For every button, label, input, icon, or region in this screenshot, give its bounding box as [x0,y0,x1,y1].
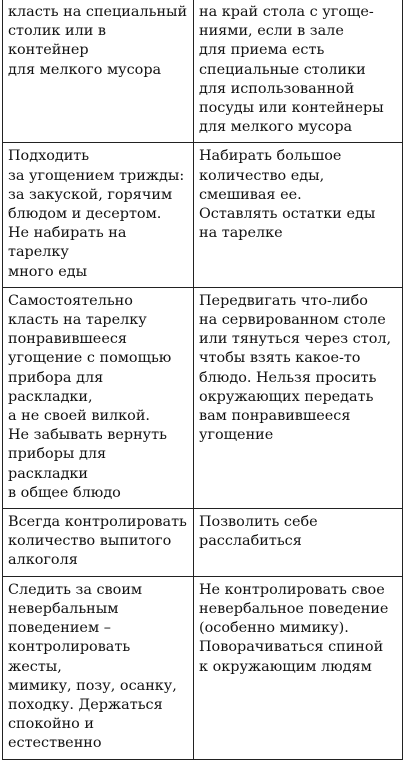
table-row [3,0,403,143]
do-cell: Подходить за угощением трижды: за закуской, горячим блюдом и десертом. Не набирать на тарелку много еды [3,143,194,287]
do-cell: Самостоятельно класть на тарелку понравившееся угощение с помощью прибора для раскладки, а не своей вилкой. Не забывать вернуть приборы для раскладки в общее блюдо [3,287,194,508]
table-row [3,509,403,577]
table-row [3,143,403,287]
table-row [3,576,403,759]
dont-cell: Позволить себе расслабиться [194,509,403,577]
dont-cell: Не контролировать свое невербальное поведение (особенно мимику). Поворачиваться спиной к окружающим людям [194,576,403,759]
do-cell: Следить за своим невербальным поведением – контролировать жесты, мимику, позу, осанку, походку. Держаться спокойно и естественно [3,576,194,759]
etiquette-table [2,0,403,760]
do-cell: класть на специальный столик или в контейнер для мелкого мусора [3,0,194,143]
table-row [3,287,403,508]
dont-cell: Набирать большое количество еды, смешивая ее. Оставлять остатки еды на тарелке [194,143,403,287]
dont-cell: Передвигать что-либо на сервированном столе или тянуться через стол, чтобы взять какое-то блюдо. Нельзя просить окружающих передать вам понравившееся угощение [194,287,403,508]
do-cell: Всегда контролировать количество выпитого алкоголя [3,509,194,577]
dont-cell: на край стола с угоще- ниями, если в зале для приема есть специальные столики для использованной посуды или контейнеры для мелкого мусора [194,0,403,143]
